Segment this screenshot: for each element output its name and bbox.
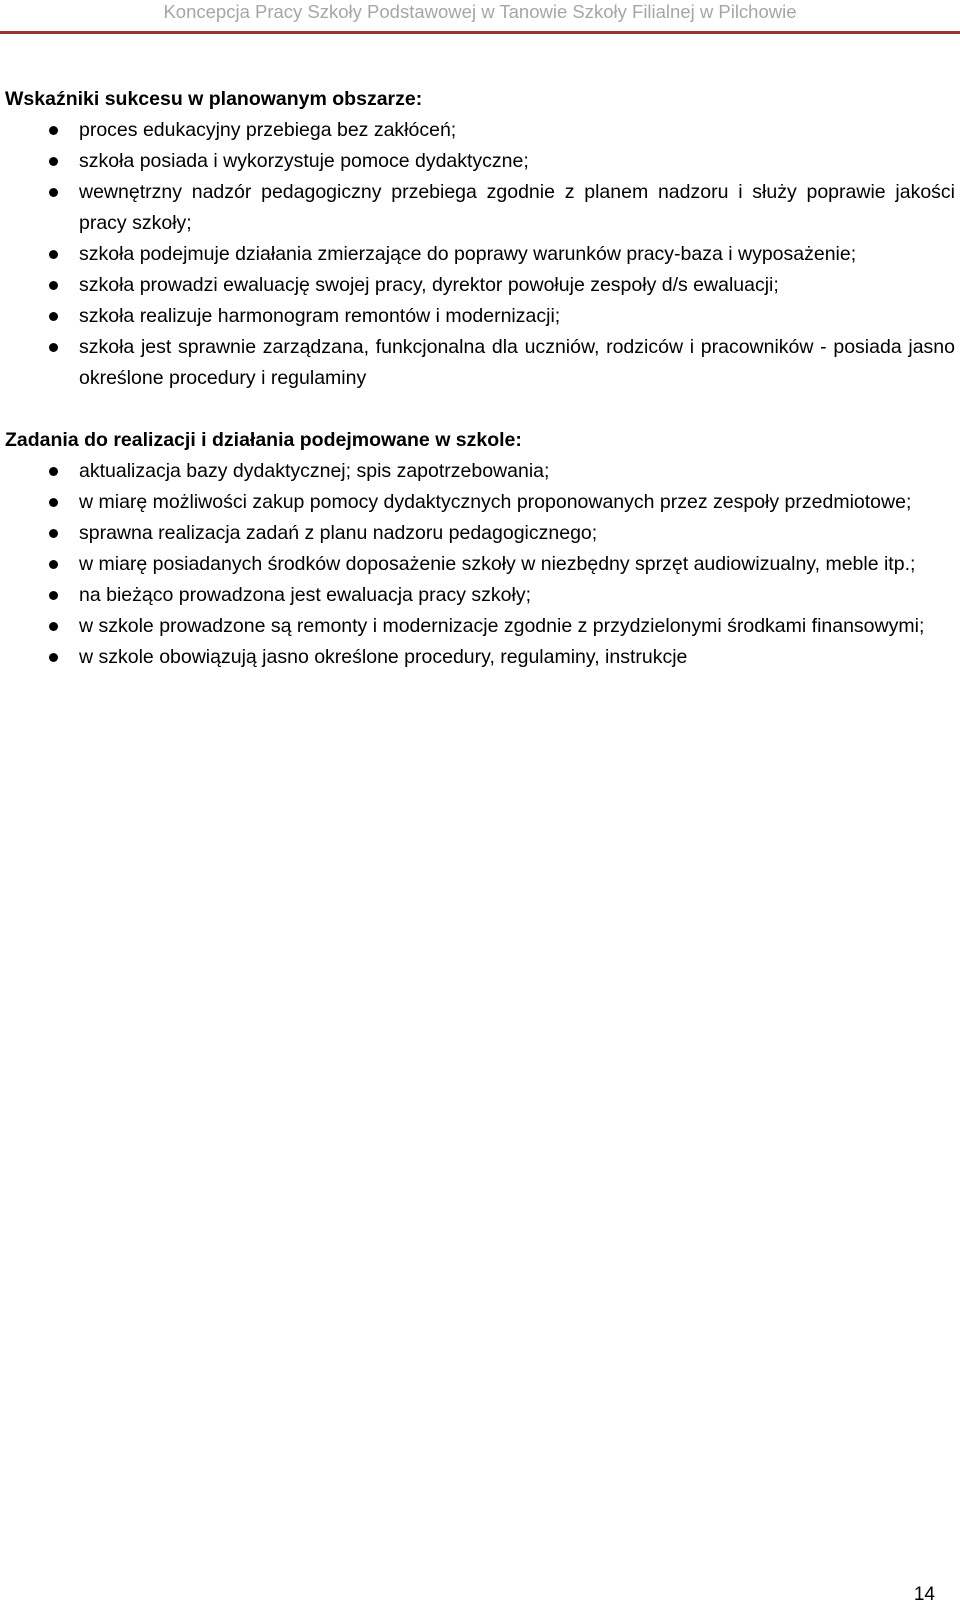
list-item-text: szkoła realizuje harmonogram remontów i modernizacji; [79,305,561,327]
list-item-text: w miarę możliwości zakup pomocy dydaktycznych proponowanych przez zespoły przedmiotowe; [79,491,912,513]
list-item-text: sprawna realizacja zadań z planu nadzoru pedagogicznego; [79,522,598,544]
bullet-icon [49,312,58,321]
list-item [5,270,955,301]
list-item [5,580,955,611]
running-header: Koncepcja Pracy Szkoły Podstawowej w Tanowie Szkoły Filialnej w Pilchowie [163,1,797,22]
success-indicators-section [5,84,955,394]
bullet-list [5,115,955,394]
document-body [5,84,955,673]
list-item [5,146,955,177]
bullet-icon [49,281,58,290]
list-item [5,332,955,394]
bullet-icon [49,126,58,135]
list-item [5,301,955,332]
list-item [5,177,955,239]
section-heading: Wskaźniki sukcesu w planowanym obszarze: [5,88,423,110]
list-item [5,611,955,642]
bullet-icon [49,560,58,569]
list-item-text: w szkole prowadzone są remonty i modernizacje zgodnie z przydzielonymi środkami finansowymi; [79,615,925,637]
bullet-icon [49,653,58,662]
list-item [5,456,955,487]
section-spacer [5,394,955,425]
header-rule [0,31,960,34]
list-item [5,115,955,146]
list-item [5,518,955,549]
list-item-text: aktualizacja bazy dydaktycznej; spis zapotrzebowania; [79,460,550,482]
list-item-text: szkoła posiada i wykorzystuje pomoce dydaktyczne; [79,150,529,172]
list-item-text: na bieżąco prowadzona jest ewaluacja pracy szkoły; [79,584,531,606]
section-heading: Zadania do realizacji i działania podejmowane w szkole: [5,429,522,451]
list-item [5,549,955,580]
list-item-text: szkoła podejmuje działania zmierzające do poprawy warunków pracy-baza i wyposażenie; [79,243,857,265]
list-item-text: proces edukacyjny przebiega bez zakłóceń; [79,119,457,141]
tasks-section [5,425,955,673]
page-number: 14 [913,1584,935,1605]
bullet-icon [49,188,58,197]
list-item-text: szkoła jest sprawnie zarządzana, funkcjonalna dla uczniów, rodziców i pracowników - posiada jasno określone procedury i regulaminy [79,336,955,389]
bullet-icon [49,467,58,476]
bullet-icon [49,529,58,538]
list-item-text: w miarę posiadanych środków doposażenie szkoły w niezbędny sprzęt audiowizualny, meble itp.; [79,553,916,575]
list-item [5,487,955,518]
bullet-icon [49,591,58,600]
list-item [5,239,955,270]
bullet-icon [49,157,58,166]
bullet-icon [49,250,58,259]
bullet-icon [49,498,58,507]
bullet-icon [49,622,58,631]
bullet-list [5,456,955,673]
list-item-text: wewnętrzny nadzór pedagogiczny przebiega zgodnie z planem nadzoru i służy poprawie jakości pracy szkoły; [79,181,955,234]
list-item [5,642,955,673]
bullet-icon [49,343,58,352]
list-item-text: szkoła prowadzi ewaluację swojej pracy, dyrektor powołuje zespoły d/s ewaluacji; [79,274,779,296]
list-item-text: w szkole obowiązują jasno określone procedury, regulaminy, instrukcje [79,646,688,668]
